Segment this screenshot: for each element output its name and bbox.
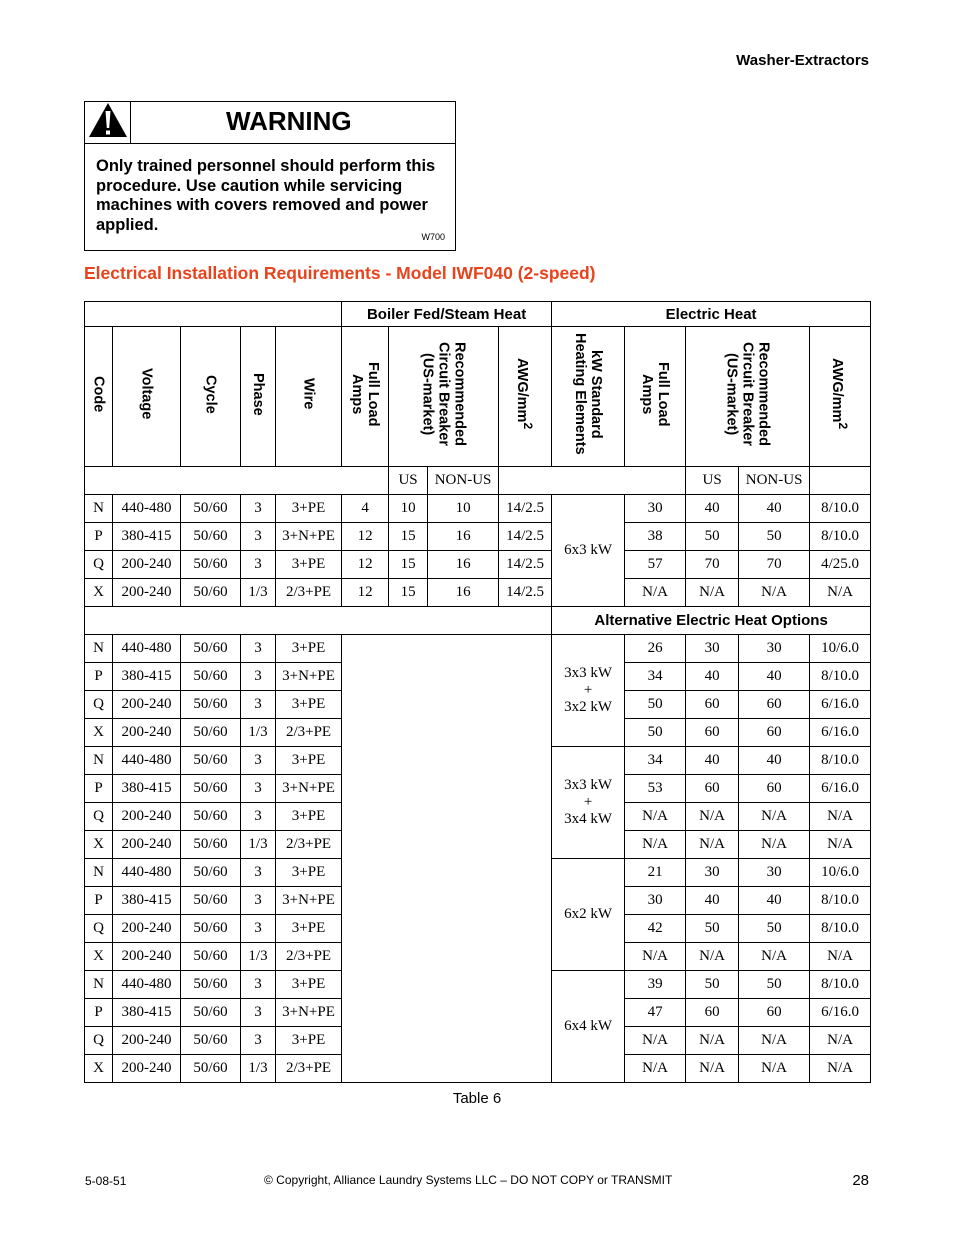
cell-electric-nonus: 40 — [739, 747, 810, 775]
cell-cycle: 50/60 — [181, 719, 241, 747]
cell-boiler-amps: 12 — [342, 551, 389, 579]
cell-electric-amps: 50 — [625, 719, 686, 747]
cell-electric-us: 60 — [686, 719, 739, 747]
table-row — [85, 495, 871, 523]
cell-wire: 3+PE — [276, 915, 342, 943]
cell-electric-awg: 6/16.0 — [810, 691, 871, 719]
cell-electric-us: N/A — [686, 579, 739, 607]
cell-phase: 3 — [241, 495, 276, 523]
cell-wire: 3+PE — [276, 859, 342, 887]
cell-voltage: 380-415 — [113, 775, 181, 803]
table-row — [85, 551, 871, 579]
cell-wire: 3+PE — [276, 747, 342, 775]
warning-text: Only trained personnel should perform this procedure. Use caution while servicing machines with covers removed and power applied. — [96, 157, 436, 234]
cell-electric-amps: 34 — [625, 747, 686, 775]
cell-voltage: 440-480 — [113, 971, 181, 999]
cell-electric-us: 40 — [686, 747, 739, 775]
cell-boiler-amps: 12 — [342, 579, 389, 607]
cell-cycle: 50/60 — [181, 803, 241, 831]
cell-voltage: 380-415 — [113, 523, 181, 551]
cell-electric-us: N/A — [686, 1055, 739, 1083]
cell-cycle: 50/60 — [181, 943, 241, 971]
cell-cycle: 50/60 — [181, 691, 241, 719]
cell-boiler-nonus: 16 — [428, 551, 499, 579]
cell-cycle: 50/60 — [181, 495, 241, 523]
cell-boiler-awg: 14/2.5 — [499, 551, 552, 579]
cell-boiler-amps: 12 — [342, 523, 389, 551]
cell-cycle: 50/60 — [181, 1027, 241, 1055]
cell-boiler-us: 15 — [389, 551, 428, 579]
cell-electric-us: 50 — [686, 971, 739, 999]
electric-us-subheader: US — [686, 467, 739, 495]
electric-nonus-subheader: NON-US — [739, 467, 810, 495]
cell-wire: 3+PE — [276, 1027, 342, 1055]
cell-electric-nonus: N/A — [739, 803, 810, 831]
cell-electric-awg: 6/16.0 — [810, 999, 871, 1027]
cell-electric-awg: 8/10.0 — [810, 915, 871, 943]
cell-wire: 3+PE — [276, 495, 342, 523]
cell-electric-us: 50 — [686, 915, 739, 943]
cell-boiler-nonus: 16 — [428, 523, 499, 551]
cell-wire: 3+N+PE — [276, 887, 342, 915]
group-boiler-header: Boiler Fed/Steam Heat — [342, 302, 552, 327]
cell-voltage: 200-240 — [113, 551, 181, 579]
cell-phase: 3 — [241, 803, 276, 831]
cell-code: X — [85, 831, 113, 859]
warning-title: WARNING — [226, 106, 352, 136]
cell-phase: 1/3 — [241, 719, 276, 747]
cell-electric-nonus: 50 — [739, 915, 810, 943]
col-boiler-awg-header: AWG/$mm^2$ — [499, 327, 552, 467]
cell-electric-awg: 10/6.0 — [810, 859, 871, 887]
cell-code: P — [85, 663, 113, 691]
cell-phase: 1/3 — [241, 1055, 276, 1083]
cell-electric-amps: 47 — [625, 999, 686, 1027]
cell-wire: 2/3+PE — [276, 579, 342, 607]
cell-phase: 3 — [241, 691, 276, 719]
cell-electric-awg: 8/10.0 — [810, 887, 871, 915]
cell-code: Q — [85, 691, 113, 719]
blank-boiler-cell — [342, 635, 552, 1083]
electrical-requirements-table — [84, 301, 871, 1083]
cell-wire: 3+N+PE — [276, 663, 342, 691]
cell-electric-nonus: 40 — [739, 887, 810, 915]
cell-code: P — [85, 999, 113, 1027]
cell-electric-awg: 8/10.0 — [810, 663, 871, 691]
table-caption: Table 6 — [452, 1090, 502, 1107]
cell-electric-amps: N/A — [625, 831, 686, 859]
col-boiler-amps-header: Full Load Amps — [342, 327, 389, 467]
col-electric-awg-header: AWG/$mm^2$ — [810, 327, 871, 467]
cell-electric-amps: 26 — [625, 635, 686, 663]
cell-electric-us: 50 — [686, 523, 739, 551]
cell-electric-nonus: 50 — [739, 523, 810, 551]
cell-phase: 3 — [241, 887, 276, 915]
cell-phase: 1/3 — [241, 831, 276, 859]
cell-code: Q — [85, 915, 113, 943]
cell-code: X — [85, 719, 113, 747]
cell-wire: 3+N+PE — [276, 775, 342, 803]
cell-cycle: 50/60 — [181, 579, 241, 607]
section-header: Washer-Extractors — [736, 52, 869, 69]
col-boiler-breaker-header: Recommended Circuit Breaker (US-market) — [389, 327, 499, 467]
cell-electric-us: 60 — [686, 691, 739, 719]
cell-phase: 3 — [241, 747, 276, 775]
cell-wire: 3+N+PE — [276, 523, 342, 551]
cell-cycle: 50/60 — [181, 635, 241, 663]
cell-boiler-us: 10 — [389, 495, 428, 523]
cell-electric-nonus: N/A — [739, 831, 810, 859]
cell-phase: 3 — [241, 523, 276, 551]
cell-cycle: 50/60 — [181, 775, 241, 803]
cell-voltage: 200-240 — [113, 831, 181, 859]
cell-kw-elements: 3x3 kW + 3x2 kW — [552, 635, 625, 747]
cell-phase: 3 — [241, 775, 276, 803]
alt-options-title: Alternative Electric Heat Options — [552, 607, 871, 635]
cell-voltage: 380-415 — [113, 887, 181, 915]
cell-code: P — [85, 887, 113, 915]
cell-electric-awg: N/A — [810, 1055, 871, 1083]
cell-code: X — [85, 579, 113, 607]
col-electric-amps-header: Full Load Amps — [625, 327, 686, 467]
warning-icon-cell — [85, 102, 131, 143]
cell-boiler-nonus: 16 — [428, 579, 499, 607]
cell-electric-us: 40 — [686, 663, 739, 691]
cell-voltage: 380-415 — [113, 663, 181, 691]
cell-phase: 3 — [241, 915, 276, 943]
table-row — [85, 523, 871, 551]
cell-electric-nonus: 60 — [739, 999, 810, 1027]
cell-wire: 3+N+PE — [276, 999, 342, 1027]
cell-electric-amps: 30 — [625, 495, 686, 523]
cell-voltage: 440-480 — [113, 747, 181, 775]
cell-voltage: 440-480 — [113, 495, 181, 523]
cell-wire: 2/3+PE — [276, 943, 342, 971]
cell-electric-us: 30 — [686, 859, 739, 887]
cell-electric-nonus: 50 — [739, 971, 810, 999]
copyright-notice: © Copyright, Alliance Laundry Systems LLC – DO NOT COPY or TRANSMIT — [264, 1173, 673, 1187]
cell-electric-nonus: 40 — [739, 663, 810, 691]
col-kw-header: kW Standard Heating Elements — [552, 327, 625, 467]
cell-boiler-awg: 14/2.5 — [499, 523, 552, 551]
warning-triangle-icon — [88, 102, 128, 143]
cell-voltage: 440-480 — [113, 859, 181, 887]
cell-boiler-nonus: 10 — [428, 495, 499, 523]
cell-phase: 1/3 — [241, 943, 276, 971]
cell-voltage: 200-240 — [113, 691, 181, 719]
cell-electric-nonus: 40 — [739, 495, 810, 523]
cell-electric-amps: N/A — [625, 803, 686, 831]
cell-wire: 2/3+PE — [276, 719, 342, 747]
section-title: Electrical Installation Requirements - Model IWF040 (2-speed) — [84, 263, 596, 283]
cell-wire: 3+PE — [276, 635, 342, 663]
cell-phase: 3 — [241, 551, 276, 579]
cell-electric-nonus: 60 — [739, 691, 810, 719]
cell-code: P — [85, 775, 113, 803]
cell-electric-us: N/A — [686, 831, 739, 859]
page-number: 28 — [852, 1172, 869, 1189]
cell-electric-amps: N/A — [625, 943, 686, 971]
cell-phase: 1/3 — [241, 579, 276, 607]
doc-number: 5-08-51 — [85, 1174, 127, 1188]
cell-code: N — [85, 859, 113, 887]
cell-electric-nonus: 60 — [739, 775, 810, 803]
cell-phase: 3 — [241, 663, 276, 691]
cell-voltage: 200-240 — [113, 579, 181, 607]
cell-electric-amps: N/A — [625, 579, 686, 607]
cell-electric-amps: 57 — [625, 551, 686, 579]
boiler-us-subheader: US — [389, 467, 428, 495]
cell-electric-amps: 39 — [625, 971, 686, 999]
cell-code: N — [85, 747, 113, 775]
cell-boiler-amps: 4 — [342, 495, 389, 523]
cell-electric-amps: 50 — [625, 691, 686, 719]
cell-kw-elements: 6x4 kW — [552, 971, 625, 1083]
cell-code: N — [85, 495, 113, 523]
group-electric-header: Electric Heat — [552, 302, 871, 327]
cell-code: N — [85, 635, 113, 663]
cell-electric-amps: 34 — [625, 663, 686, 691]
col-electric-breaker-header: Recommended Circuit Breaker (US-market) — [686, 327, 810, 467]
cell-code: Q — [85, 803, 113, 831]
cell-electric-amps: N/A — [625, 1055, 686, 1083]
col-phase-header: Phase — [241, 327, 276, 467]
cell-voltage: 440-480 — [113, 635, 181, 663]
blank-subheader-cell — [810, 467, 871, 495]
blank-subheader-cell — [85, 467, 389, 495]
cell-electric-nonus: N/A — [739, 1027, 810, 1055]
cell-wire: 3+PE — [276, 971, 342, 999]
cell-boiler-us: 15 — [389, 579, 428, 607]
warning-code: W700 — [421, 232, 445, 242]
cell-electric-awg: 10/6.0 — [810, 635, 871, 663]
blank-header-cell — [85, 302, 342, 327]
cell-kw-elements: 6x3 kW — [552, 495, 625, 607]
cell-electric-us: N/A — [686, 803, 739, 831]
col-wire-header: Wire — [276, 327, 342, 467]
cell-electric-amps: 38 — [625, 523, 686, 551]
col-voltage-header: Voltage — [113, 327, 181, 467]
cell-electric-awg: 6/16.0 — [810, 775, 871, 803]
cell-electric-awg: 8/10.0 — [810, 495, 871, 523]
cell-electric-awg: N/A — [810, 1027, 871, 1055]
cell-electric-awg: 8/10.0 — [810, 747, 871, 775]
blank-header-cell — [85, 607, 552, 635]
cell-cycle: 50/60 — [181, 915, 241, 943]
cell-boiler-awg: 14/2.5 — [499, 495, 552, 523]
cell-electric-us: N/A — [686, 1027, 739, 1055]
cell-electric-amps: 53 — [625, 775, 686, 803]
cell-electric-awg: N/A — [810, 831, 871, 859]
cell-electric-amps: 42 — [625, 915, 686, 943]
cell-electric-us: 40 — [686, 495, 739, 523]
cell-boiler-us: 15 — [389, 523, 428, 551]
cell-electric-awg: 8/10.0 — [810, 523, 871, 551]
cell-kw-elements: 3x3 kW + 3x4 kW — [552, 747, 625, 859]
cell-electric-us: 30 — [686, 635, 739, 663]
cell-cycle: 50/60 — [181, 551, 241, 579]
cell-electric-awg: N/A — [810, 943, 871, 971]
cell-electric-amps: 30 — [625, 887, 686, 915]
cell-electric-awg: 6/16.0 — [810, 719, 871, 747]
cell-cycle: 50/60 — [181, 971, 241, 999]
cell-cycle: 50/60 — [181, 523, 241, 551]
cell-electric-nonus: 30 — [739, 635, 810, 663]
cell-code: X — [85, 943, 113, 971]
cell-phase: 3 — [241, 1027, 276, 1055]
cell-phase: 3 — [241, 971, 276, 999]
cell-cycle: 50/60 — [181, 747, 241, 775]
cell-cycle: 50/60 — [181, 663, 241, 691]
cell-electric-us: 60 — [686, 775, 739, 803]
cell-phase: 3 — [241, 635, 276, 663]
cell-electric-nonus: 30 — [739, 859, 810, 887]
cell-electric-nonus: 70 — [739, 551, 810, 579]
cell-code: Q — [85, 1027, 113, 1055]
warning-header — [85, 102, 455, 144]
cell-wire: 3+PE — [276, 551, 342, 579]
cell-wire: 2/3+PE — [276, 1055, 342, 1083]
cell-electric-us: 40 — [686, 887, 739, 915]
col-cycle-header: Cycle — [181, 327, 241, 467]
cell-electric-amps: N/A — [625, 1027, 686, 1055]
cell-electric-awg: N/A — [810, 579, 871, 607]
warning-box — [84, 101, 456, 251]
cell-wire: 2/3+PE — [276, 831, 342, 859]
cell-code: N — [85, 971, 113, 999]
cell-electric-nonus: 60 — [739, 719, 810, 747]
cell-electric-awg: 4/25.0 — [810, 551, 871, 579]
cell-voltage: 200-240 — [113, 719, 181, 747]
cell-cycle: 50/60 — [181, 999, 241, 1027]
cell-cycle: 50/60 — [181, 831, 241, 859]
alt-options-header-row — [85, 607, 871, 635]
boiler-nonus-subheader: NON-US — [428, 467, 499, 495]
cell-wire: 3+PE — [276, 803, 342, 831]
cell-code: P — [85, 523, 113, 551]
cell-electric-us: 60 — [686, 999, 739, 1027]
cell-electric-us: 70 — [686, 551, 739, 579]
table-row — [85, 579, 871, 607]
cell-cycle: 50/60 — [181, 859, 241, 887]
cell-kw-elements: 6x2 kW — [552, 859, 625, 971]
cell-phase: 3 — [241, 859, 276, 887]
cell-voltage: 200-240 — [113, 1027, 181, 1055]
cell-phase: 3 — [241, 999, 276, 1027]
cell-code: X — [85, 1055, 113, 1083]
cell-voltage: 200-240 — [113, 803, 181, 831]
cell-voltage: 380-415 — [113, 999, 181, 1027]
cell-electric-awg: 8/10.0 — [810, 971, 871, 999]
cell-electric-nonus: N/A — [739, 943, 810, 971]
cell-cycle: 50/60 — [181, 887, 241, 915]
cell-voltage: 200-240 — [113, 943, 181, 971]
cell-wire: 3+PE — [276, 691, 342, 719]
blank-subheader-cell — [499, 467, 686, 495]
cell-boiler-awg: 14/2.5 — [499, 579, 552, 607]
cell-electric-nonus: N/A — [739, 579, 810, 607]
cell-electric-awg: N/A — [810, 803, 871, 831]
cell-electric-us: N/A — [686, 943, 739, 971]
cell-voltage: 200-240 — [113, 1055, 181, 1083]
table-row — [85, 635, 871, 663]
cell-code: Q — [85, 551, 113, 579]
cell-electric-amps: 21 — [625, 859, 686, 887]
col-code-header: Code — [85, 327, 113, 467]
cell-voltage: 200-240 — [113, 915, 181, 943]
cell-cycle: 50/60 — [181, 1055, 241, 1083]
cell-electric-nonus: N/A — [739, 1055, 810, 1083]
